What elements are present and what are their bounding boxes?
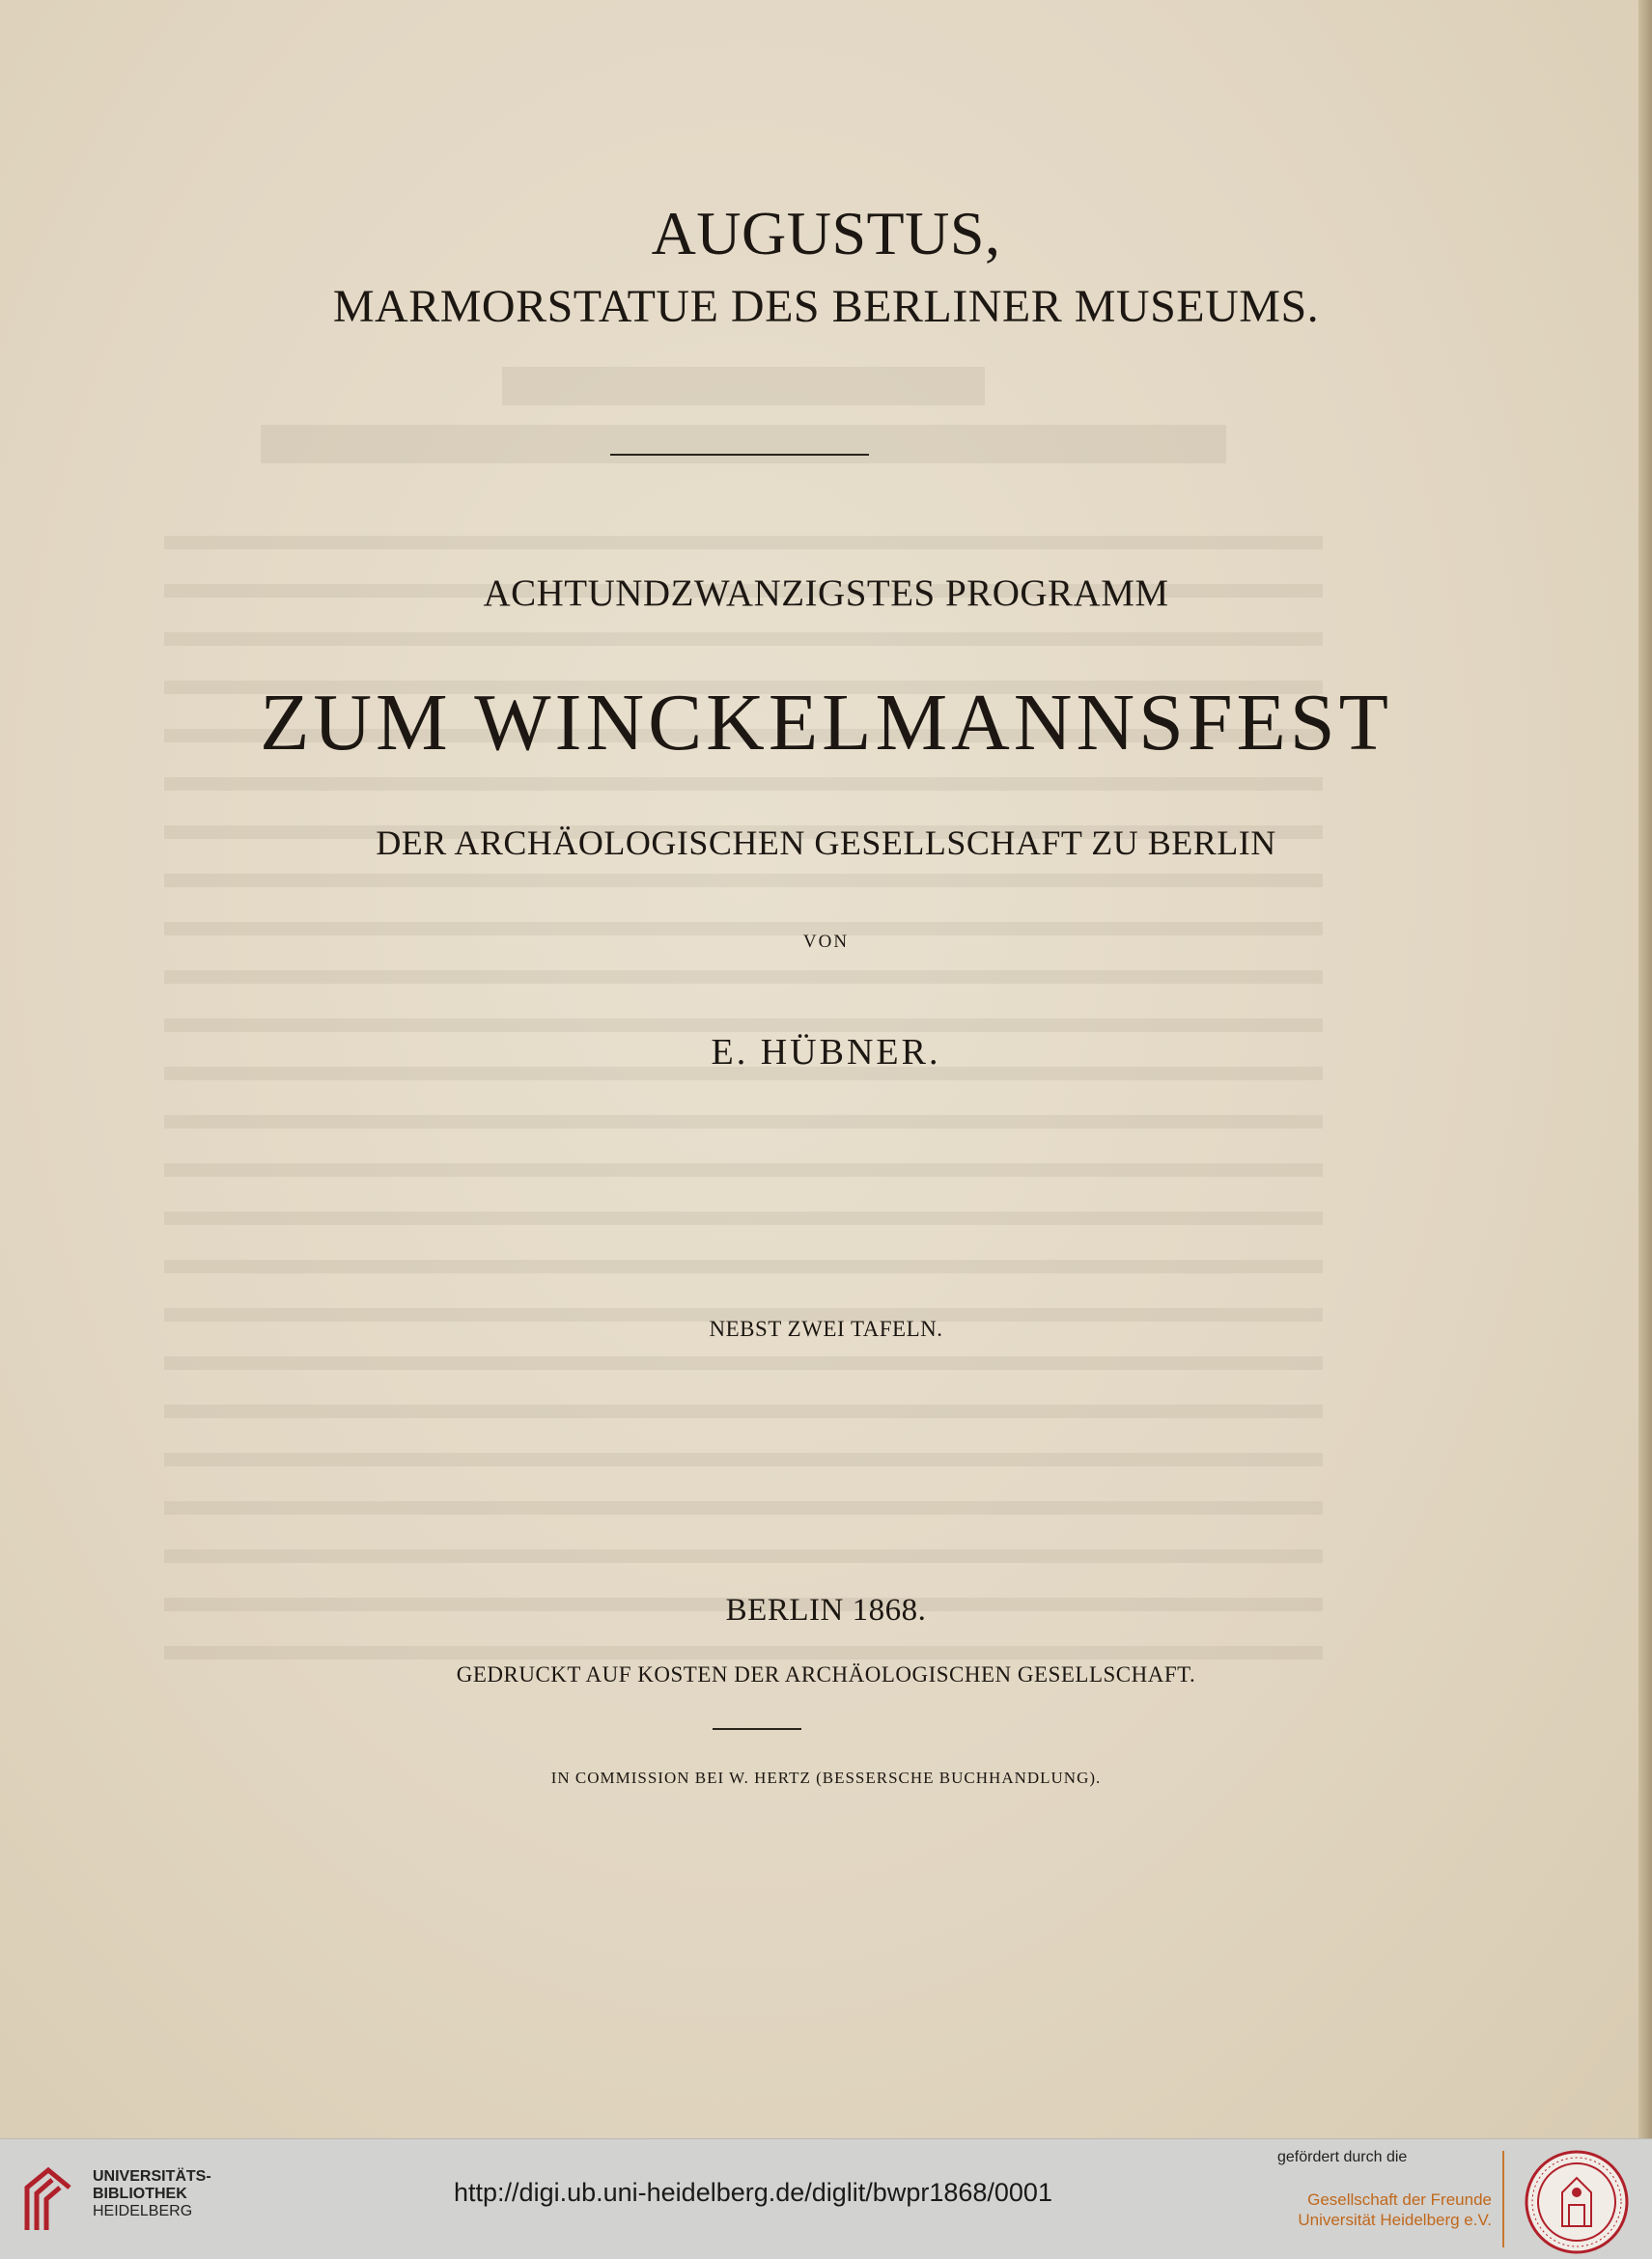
sponsor-divider <box>1502 2151 1504 2247</box>
printed-note: GEDRUCKT AUF KOSTEN DER ARCHÄOLOGISCHEN GESELLSCHAFT. <box>456 1662 1196 1687</box>
sponsor-line-2: Universität Heidelberg e.V. <box>1298 2211 1492 2229</box>
festival-heading: ZUM WINCKELMANNSFEST <box>260 678 1392 767</box>
title-rule <box>610 454 869 456</box>
by-label: VON <box>802 932 850 952</box>
permalink-url[interactable]: http://digi.ub.uni-heidelberg.de/diglit/bwpr1868/0001 <box>454 2178 1052 2207</box>
library-line-2: BIBLIOTHEK <box>93 2186 187 2202</box>
library-line-1: UNIVERSITÄTS- <box>93 2168 211 2185</box>
author-name: E. HÜBNER. <box>711 1032 941 1073</box>
ub-heidelberg-logo-icon <box>19 2161 77 2238</box>
subtitle: MARMORSTATUE DES BERLINER MUSEUMS. <box>332 281 1320 332</box>
university-seal-icon <box>1524 2149 1630 2255</box>
title: AUGUSTUS, <box>651 199 1001 267</box>
library-name <box>93 2168 211 2220</box>
society-heading: DER ARCHÄOLOGISCHEN GESELLSCHAFT ZU BERLIN <box>376 823 1276 862</box>
sponsor-line-1: Gesellschaft der Freunde <box>1307 2190 1492 2209</box>
program-heading: ACHTUNDZWANZIGSTES PROGRAMM <box>483 572 1169 614</box>
plates-note: NEBST ZWEI TAFELN. <box>709 1317 943 1341</box>
place-year: BERLIN 1868. <box>725 1593 927 1628</box>
sponsor-label: gefördert durch die <box>1277 2149 1408 2165</box>
sponsor-name <box>1274 2189 1492 2230</box>
imprint-rule <box>713 1728 801 1730</box>
viewer-footer <box>0 2138 1652 2259</box>
commission-note: IN COMMISSION BEI W. HERTZ (BESSERSCHE BUCHHANDLUNG). <box>550 1769 1102 1787</box>
library-line-3: HEIDELBERG <box>93 2203 193 2219</box>
